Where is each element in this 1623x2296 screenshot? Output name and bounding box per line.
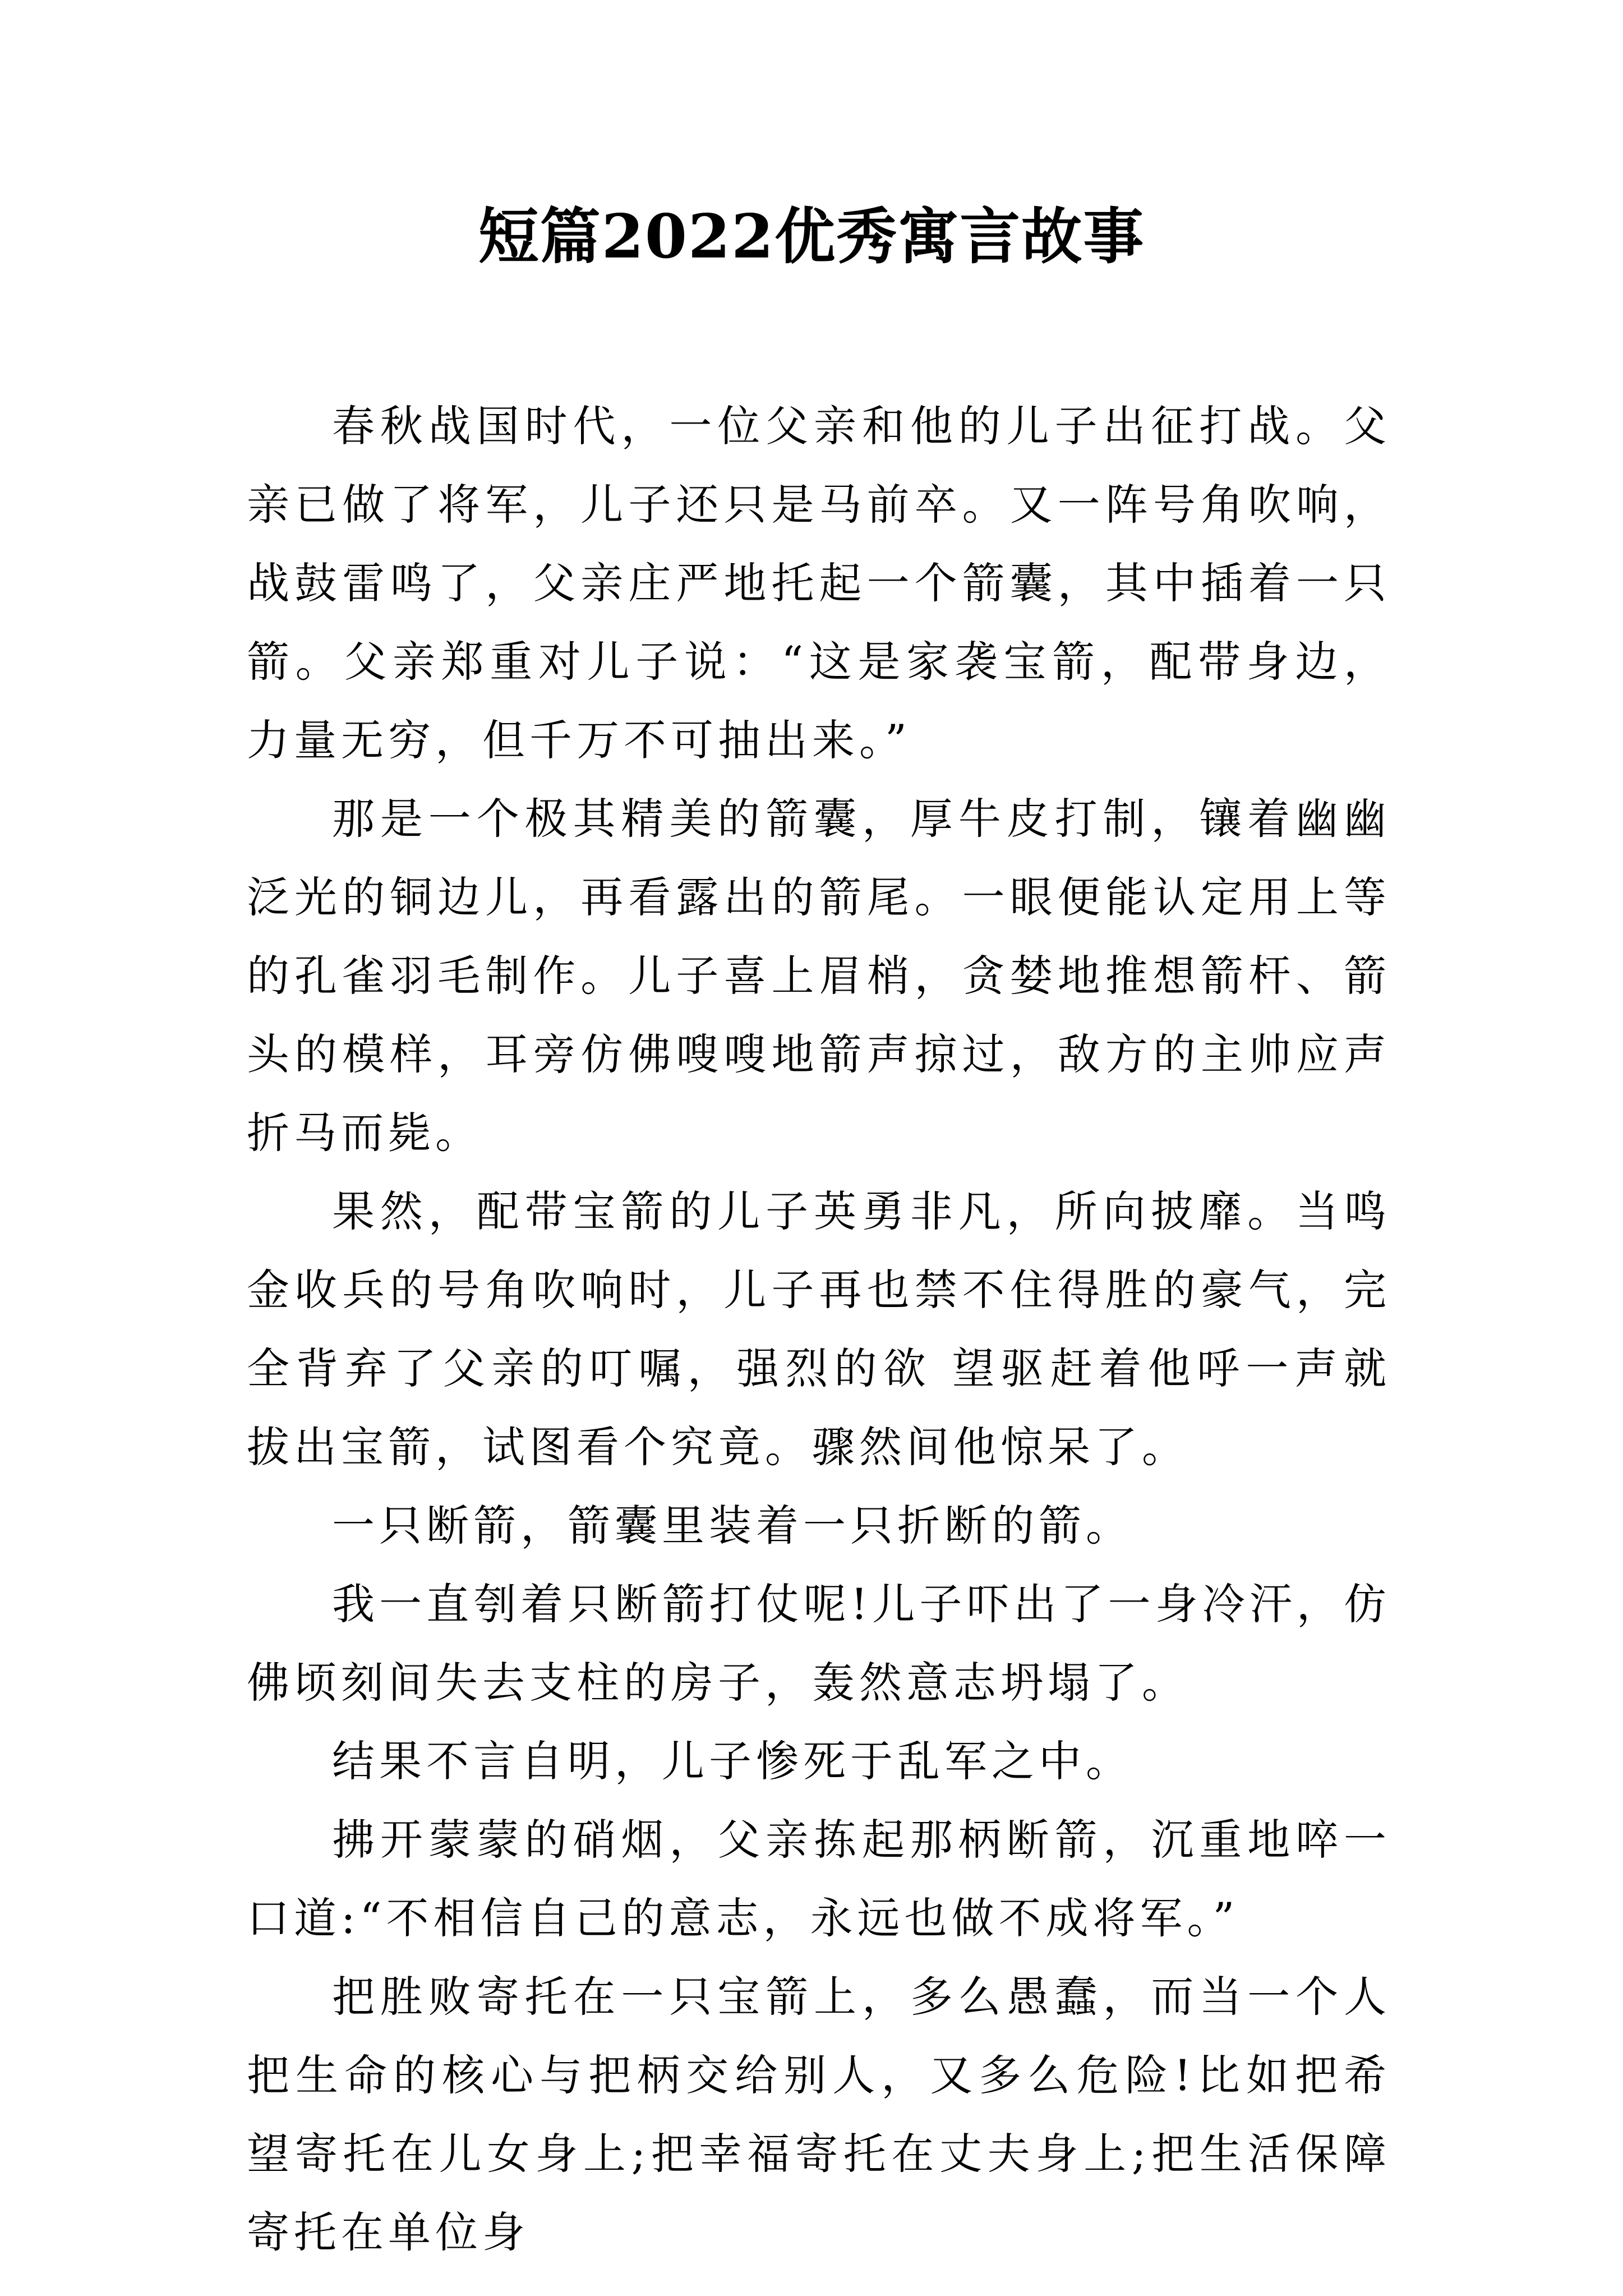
- document-title: 短篇2022优秀寓言故事: [478, 201, 1145, 272]
- document-body: [247, 387, 1391, 2272]
- paragraph-8: 把胜败寄托在一只宝箭上，多么愚蠢，而当一个人把生命的核心与把柄交给别人，又多么危险!比如把希望寄托在儿女身上;把幸福寄托在丈夫身上;把生活保障寄托在单位身: [247, 1972, 1391, 2257]
- paragraph-5: 我一直刳着只断箭打仗呢!儿子吓出了一身冷汗，仿佛顷刻间失去支柱的房子，轰然意志坍塌了。: [247, 1579, 1391, 1708]
- paragraph-3: 果然，配带宝箭的儿子英勇非凡，所向披靡。当鸣金收兵的号角吹响时，儿子再也禁不住得胜的豪气，完全背弃了父亲的叮嘱，强烈的欲 望驱赶着他呼一声就拔出宝箭，试图看个究竟。骤然间他惊呆了。: [247, 1186, 1391, 1472]
- paragraph-7: 拂开蒙蒙的硝烟，父亲拣起那柄断箭，沉重地啐一口道:“不相信自己的意志，永远也做不成将军。”: [247, 1815, 1391, 1943]
- paragraph-2: 那是一个极其精美的箭囊，厚牛皮打制，镶着幽幽泛光的铜边儿，再看露出的箭尾。一眼便能认定用上等的孔雀羽毛制作。儿子喜上眉梢，贪婪地推想箭杆、箭头的模样，耳旁仿佛嗖嗖地箭声掠过，敌方的主帅应声折马而毙。: [247, 794, 1391, 1158]
- paragraph-4: 一只断箭，箭囊里装着一只折断的箭。: [332, 1501, 1133, 1550]
- paragraph-1: 春秋战国时代，一位父亲和他的儿子出征打战。父亲已做了将军，儿子还只是马前卒。又一阵号角吹响，战鼓雷鸣了，父亲庄严地托起一个箭囊，其中插着一只箭。父亲郑重对儿子说：“这是家袭宝箭，配带身边，力量无穷，但千万不可抽出来。”: [247, 401, 1391, 765]
- paragraph-6: 结果不言自明，儿子惨死于乱军之中。: [332, 1736, 1133, 1786]
